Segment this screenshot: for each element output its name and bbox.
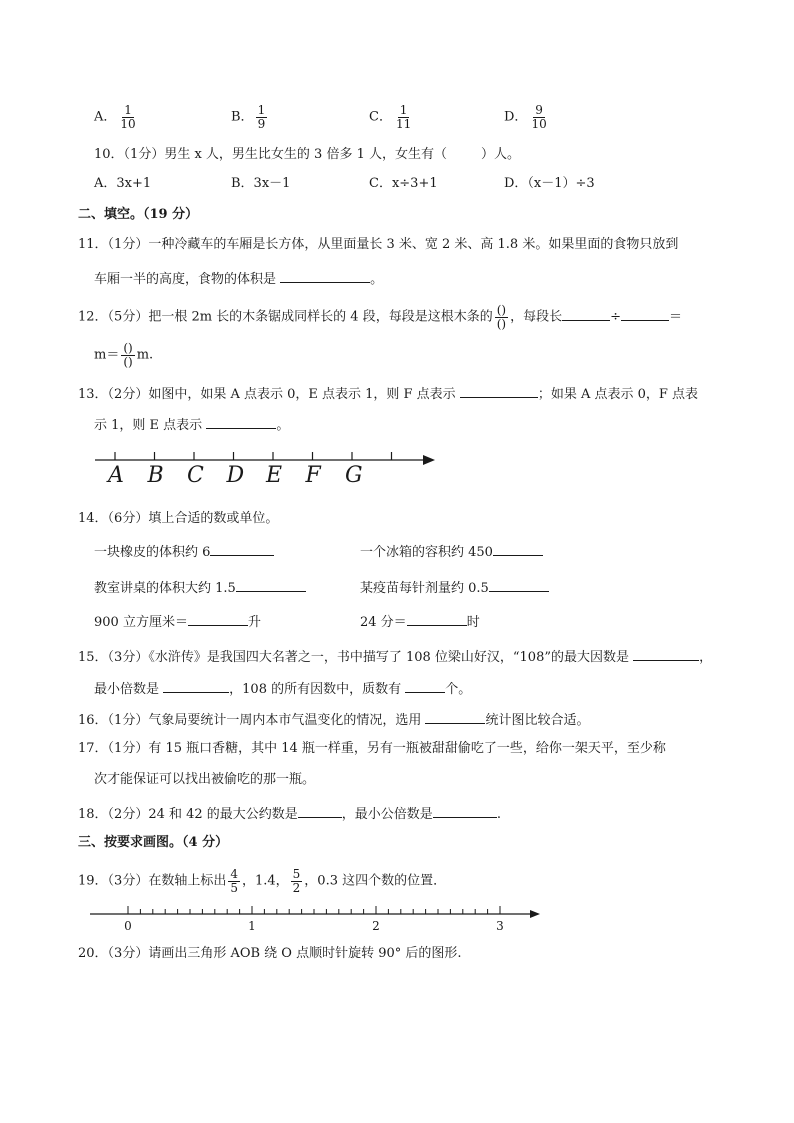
q10-option-d: D．（x－1）÷3 bbox=[504, 176, 595, 191]
answer-blank[interactable] bbox=[562, 308, 610, 321]
axis-label-A: A bbox=[108, 463, 124, 488]
q13-number-line bbox=[95, 448, 440, 488]
section-heading: 二、填空。（19 分） bbox=[78, 207, 199, 222]
answer-blank[interactable] bbox=[489, 579, 549, 592]
fraction: $\frac{9}{10}$ bbox=[531, 103, 547, 131]
answer-blank[interactable] bbox=[188, 613, 248, 626]
q20: 20．（3分）请画出三角形 AOB 绕 O 点顺时针旋转 90° 后的图形. bbox=[78, 946, 462, 961]
q14-item: 某疫苗每针剂量约 0.5 bbox=[360, 579, 549, 595]
q15-line2: 最小倍数是 ，108 的所有因数中，质数有 个。 bbox=[94, 682, 472, 697]
section-heading: 三、按要求画图。（4 分） bbox=[78, 835, 229, 850]
q12-line1: 12．（5分）把一根 2m 长的木条锯成同样长的 4 段，每段是这根木条的 $\frac{()}{()}$ ，每段长 ÷ ＝ bbox=[78, 303, 683, 331]
q17-line1: 17．（1分）有 15 瓶口香糖，其中 14 瓶一样重，另有一瓶被甜甜偷吃了一些，给你一架天平，至少称 bbox=[78, 741, 666, 756]
q13-line1: 13．（2分）如图中，如果 A 点表示 0，E 点表示 1，则 F 点表示 ；如果 A 点表示 0，F 点表 bbox=[78, 387, 699, 402]
axis-label-C: C bbox=[187, 463, 204, 488]
answer-blank[interactable] bbox=[493, 543, 543, 556]
fraction: $\frac{1}{9}$ bbox=[257, 103, 266, 131]
answer-blank[interactable] bbox=[206, 416, 276, 429]
q10-option-b: B．3x－1 bbox=[231, 176, 291, 191]
axis-label-F: F bbox=[305, 463, 321, 488]
answer-blank[interactable] bbox=[236, 579, 306, 592]
axis-label-1: 1 bbox=[248, 919, 256, 933]
q14-item: 900 立方厘米＝ 升 bbox=[94, 615, 261, 630]
q11-line1: 11．（1分）一种冷藏车的车厢是长方体，从里面量长 3 米、宽 2 米、高 1.8 米。如果里面的食物只放到 bbox=[78, 237, 679, 252]
answer-blank[interactable] bbox=[633, 648, 699, 661]
q11-line2: 车厢一半的高度，食物的体积是 。 bbox=[94, 272, 384, 287]
q19-number-line bbox=[90, 904, 542, 934]
q18: 18．（2分）24 和 42 的最大公约数是 ，最小公倍数是 . bbox=[78, 807, 501, 822]
answer-blank[interactable] bbox=[298, 805, 342, 818]
q10-option-a: A．3x+1 bbox=[94, 176, 152, 191]
q14-item: 一个冰箱的容积约 450 bbox=[360, 543, 543, 559]
answer-blank[interactable] bbox=[460, 385, 538, 398]
answer-blank[interactable] bbox=[210, 543, 274, 556]
axis-label-0: 0 bbox=[124, 919, 132, 933]
answer-blank[interactable] bbox=[280, 270, 370, 283]
q9-option-d: D． $\frac{9}{10}$ bbox=[504, 103, 547, 131]
q9-option-c: C． $\frac{1}{11}$ bbox=[369, 103, 412, 131]
fraction: $\frac{1}{11}$ bbox=[395, 103, 412, 131]
answer-blank[interactable] bbox=[405, 680, 445, 693]
q17-line2: 次才能保证可以找出被偷吃的那一瓶。 bbox=[94, 772, 316, 787]
q14-item: 教室讲桌的体积大约 1.5 bbox=[94, 579, 306, 595]
q14-item: 24 分＝ 时 bbox=[360, 615, 480, 630]
q9-option-a: A． $\frac{1}{10}$ bbox=[94, 103, 136, 131]
q14-item: 一块橡皮的体积约 6 bbox=[94, 543, 274, 559]
answer-blank[interactable] bbox=[433, 805, 497, 818]
axis-label-3: 3 bbox=[496, 919, 504, 933]
fraction: $\frac{()}{()}$ bbox=[496, 303, 507, 331]
q13-line2: 示 1，则 E 点表示 。 bbox=[94, 418, 290, 433]
fraction: $\frac{()}{()}$ bbox=[123, 341, 133, 369]
q15-line1: 15．（3分）《水浒传》是我国四大名著之一，书中描写了 108 位梁山好汉，“108”的最大因数是 ， bbox=[78, 650, 713, 665]
axis-label-E: E bbox=[266, 463, 283, 488]
q10-option-c: C．x÷3+1 bbox=[369, 176, 438, 191]
axis-label-B: B bbox=[147, 463, 164, 488]
answer-blank[interactable] bbox=[425, 711, 485, 724]
q16: 16．（1分）气象局要统计一周内本市气温变化的情况，选用 统计图比较合适。 bbox=[78, 713, 590, 728]
q10-stem: 10．（1分）男生 x 人，男生比女生的 3 倍多 1 人，女生有（ ）人。 bbox=[94, 147, 520, 162]
fraction: $\frac{1}{10}$ bbox=[120, 103, 136, 131]
q19: 19．（3分）在数轴上标出 $\frac{4}{5}$ ，1.4， $\frac{5}{2}$ ，0.3 这四个数的位置． bbox=[78, 867, 447, 895]
answer-blank[interactable] bbox=[621, 308, 669, 321]
fraction: $\frac{5}{2}$ bbox=[292, 867, 301, 895]
axis-label-G: G bbox=[345, 463, 363, 488]
q14-stem: 14．（6分）填上合适的数或单位。 bbox=[78, 511, 279, 526]
q12-line2: m＝ $\frac{()}{()}$ m. bbox=[94, 341, 154, 369]
answer-blank[interactable] bbox=[407, 613, 467, 626]
axis-label-2: 2 bbox=[372, 919, 380, 933]
answer-blank[interactable] bbox=[163, 680, 229, 693]
fraction: $\frac{4}{5}$ bbox=[230, 867, 238, 895]
q9-option-b: B． $\frac{1}{9}$ bbox=[231, 103, 266, 131]
axis-label-D: D bbox=[226, 463, 245, 488]
